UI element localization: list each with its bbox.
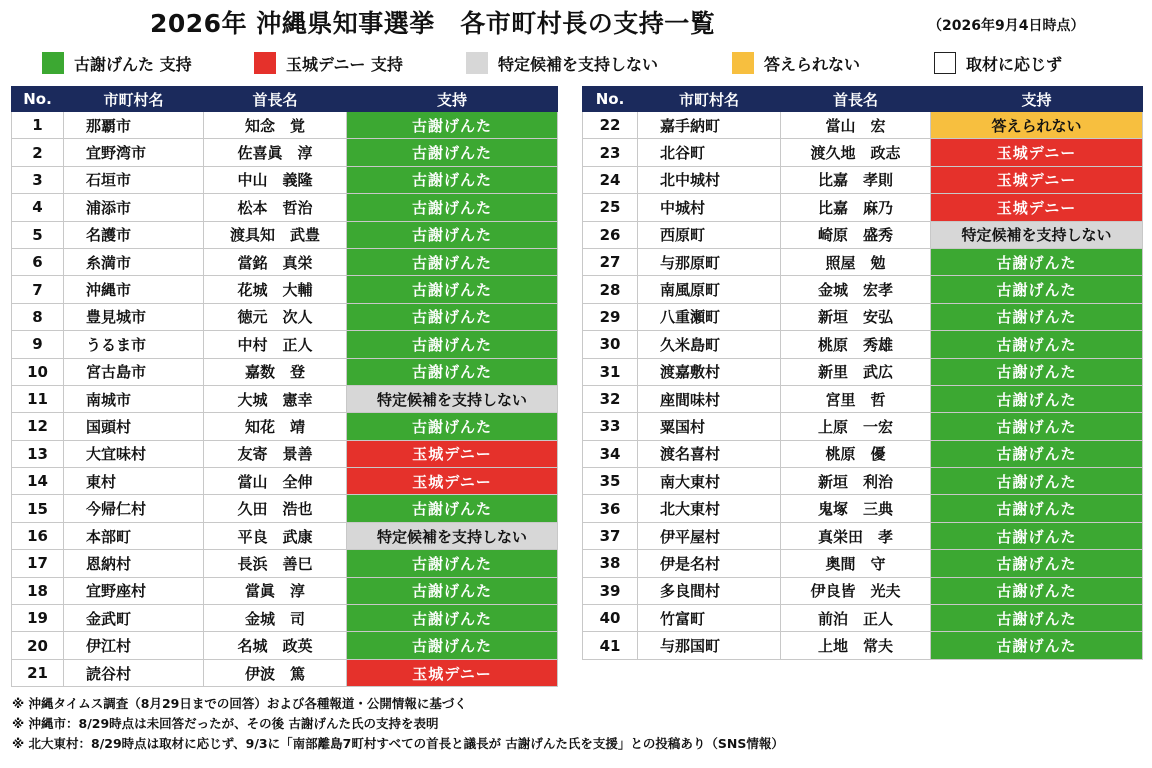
table-row bbox=[12, 194, 558, 221]
table-row bbox=[583, 303, 1143, 330]
support-cell: 古謝げんた bbox=[347, 194, 558, 221]
row-number: 19 bbox=[12, 605, 64, 632]
mayor-name: 新里 武広 bbox=[781, 358, 931, 385]
municipality-name: 北谷町 bbox=[638, 139, 781, 166]
row-number: 15 bbox=[12, 495, 64, 522]
mayor-name: 新垣 安弘 bbox=[781, 303, 931, 330]
row-number: 37 bbox=[583, 522, 638, 549]
legend-label: 取材に応じず bbox=[966, 54, 1063, 74]
support-cell: 古謝げんた bbox=[347, 632, 558, 659]
support-cell: 古謝げんた bbox=[931, 605, 1143, 632]
col-header-municipality: 市町村名 bbox=[638, 87, 781, 112]
table-row bbox=[12, 358, 558, 385]
table-row bbox=[583, 166, 1143, 193]
row-number: 24 bbox=[583, 166, 638, 193]
support-cell: 古謝げんた bbox=[347, 112, 558, 139]
table-row bbox=[583, 358, 1143, 385]
table-row bbox=[583, 248, 1143, 275]
right-support-table bbox=[582, 86, 1143, 660]
support-cell: 古謝げんた bbox=[931, 303, 1143, 330]
table-row bbox=[12, 139, 558, 166]
municipality-name: 読谷村 bbox=[64, 659, 204, 686]
municipality-name: 伊是名村 bbox=[638, 550, 781, 577]
table-row bbox=[583, 413, 1143, 440]
support-cell: 玉城デニー bbox=[931, 166, 1143, 193]
row-number: 41 bbox=[583, 632, 638, 659]
row-number: 40 bbox=[583, 605, 638, 632]
row-number: 17 bbox=[12, 550, 64, 577]
page-title: 2026年 沖縄県知事選挙 各市町村長の支持一覧 bbox=[150, 9, 716, 38]
col-header-support: 支持 bbox=[931, 87, 1143, 112]
footnote: ※ 沖縄市：8/29時点は未回答だったが、その後 古謝げんた氏の支持を表明 bbox=[12, 716, 439, 731]
row-number: 13 bbox=[12, 440, 64, 467]
row-number: 23 bbox=[583, 139, 638, 166]
table-row bbox=[583, 522, 1143, 549]
row-number: 29 bbox=[583, 303, 638, 330]
mayor-name: 金城 司 bbox=[204, 605, 347, 632]
legend-label: 特定候補を支持しない bbox=[498, 54, 659, 74]
row-number: 8 bbox=[12, 303, 64, 330]
table-row bbox=[12, 221, 558, 248]
support-cell: 玉城デニー bbox=[931, 194, 1143, 221]
row-number: 32 bbox=[583, 385, 638, 412]
municipality-name: 那覇市 bbox=[64, 112, 204, 139]
support-cell: 古謝げんた bbox=[347, 577, 558, 604]
row-number: 5 bbox=[12, 221, 64, 248]
mayor-name: 上原 一宏 bbox=[781, 413, 931, 440]
mayor-name: 大城 憲幸 bbox=[204, 385, 347, 412]
row-number: 38 bbox=[583, 550, 638, 577]
title-row bbox=[0, 0, 1152, 44]
mayor-name: 宮里 哲 bbox=[781, 385, 931, 412]
mayor-name: 當山 宏 bbox=[781, 112, 931, 139]
mayor-name: 前泊 正人 bbox=[781, 605, 931, 632]
municipality-name: 渡名喜村 bbox=[638, 440, 781, 467]
support-cell: 古謝げんた bbox=[931, 495, 1143, 522]
mayor-name: 比嘉 麻乃 bbox=[781, 194, 931, 221]
support-cell: 玉城デニー bbox=[931, 139, 1143, 166]
as-of-date: （2026年9月4日時点） bbox=[928, 18, 1085, 34]
municipality-name: 宮古島市 bbox=[64, 358, 204, 385]
table-row bbox=[583, 194, 1143, 221]
legend bbox=[0, 50, 1152, 78]
support-cell: 古謝げんた bbox=[931, 550, 1143, 577]
mayor-name: 當眞 淳 bbox=[204, 577, 347, 604]
municipality-name: 名護市 bbox=[64, 221, 204, 248]
municipality-name: 東村 bbox=[64, 468, 204, 495]
row-number: 35 bbox=[583, 468, 638, 495]
row-number: 28 bbox=[583, 276, 638, 303]
mayor-name: 長浜 善巳 bbox=[204, 550, 347, 577]
table-row bbox=[12, 166, 558, 193]
legend-item-no-response bbox=[934, 50, 1062, 76]
support-cell: 古謝げんた bbox=[347, 358, 558, 385]
table-row bbox=[12, 248, 558, 275]
mayor-name: 久田 浩也 bbox=[204, 495, 347, 522]
row-number: 21 bbox=[12, 659, 64, 686]
municipality-name: 座間味村 bbox=[638, 385, 781, 412]
municipality-name: 西原町 bbox=[638, 221, 781, 248]
row-number: 3 bbox=[12, 166, 64, 193]
row-number: 16 bbox=[12, 522, 64, 549]
support-cell: 古謝げんた bbox=[347, 276, 558, 303]
mayor-name: 中村 正人 bbox=[204, 331, 347, 358]
municipality-name: 金武町 bbox=[64, 605, 204, 632]
table-row bbox=[12, 112, 558, 139]
table-row bbox=[12, 522, 558, 549]
support-cell: 古謝げんた bbox=[931, 440, 1143, 467]
row-number: 26 bbox=[583, 221, 638, 248]
table-row bbox=[583, 440, 1143, 467]
support-cell: 特定候補を支持しない bbox=[931, 221, 1143, 248]
mayor-name: 上地 常夫 bbox=[781, 632, 931, 659]
mayor-name: 佐喜眞 淳 bbox=[204, 139, 347, 166]
legend-label: 答えられない bbox=[764, 54, 861, 74]
row-number: 2 bbox=[12, 139, 64, 166]
table-row bbox=[583, 331, 1143, 358]
mayor-name: 知念 覚 bbox=[204, 112, 347, 139]
table-row bbox=[12, 659, 558, 686]
legend-item-cannot-answer bbox=[732, 50, 860, 76]
row-number: 34 bbox=[583, 440, 638, 467]
mayor-name: 伊良皆 光夫 bbox=[781, 577, 931, 604]
support-cell: 古謝げんた bbox=[931, 276, 1143, 303]
municipality-name: 今帰仁村 bbox=[64, 495, 204, 522]
support-cell: 特定候補を支持しない bbox=[347, 385, 558, 412]
table-row bbox=[583, 276, 1143, 303]
support-cell: 古謝げんた bbox=[931, 358, 1143, 385]
municipality-name: 久米島町 bbox=[638, 331, 781, 358]
table-row bbox=[583, 550, 1143, 577]
table-row bbox=[583, 632, 1143, 659]
table-row bbox=[12, 577, 558, 604]
row-number: 1 bbox=[12, 112, 64, 139]
municipality-name: 本部町 bbox=[64, 522, 204, 549]
mayor-name: 當山 全伸 bbox=[204, 468, 347, 495]
table-row bbox=[12, 468, 558, 495]
mayor-name: 渡久地 政志 bbox=[781, 139, 931, 166]
row-number: 12 bbox=[12, 413, 64, 440]
municipality-name: 与那国町 bbox=[638, 632, 781, 659]
mayor-name: 嘉数 登 bbox=[204, 358, 347, 385]
legend-item-tamaki bbox=[254, 50, 403, 76]
green-swatch-icon bbox=[42, 52, 64, 74]
table-row bbox=[12, 331, 558, 358]
mayor-name: 名城 政英 bbox=[204, 632, 347, 659]
support-cell: 古謝げんた bbox=[347, 221, 558, 248]
municipality-name: 宜野座村 bbox=[64, 577, 204, 604]
row-number: 7 bbox=[12, 276, 64, 303]
row-number: 14 bbox=[12, 468, 64, 495]
col-header-mayor: 首長名 bbox=[204, 87, 347, 112]
support-cell: 古謝げんた bbox=[931, 522, 1143, 549]
support-cell: 古謝げんた bbox=[931, 385, 1143, 412]
support-cell: 古謝げんた bbox=[931, 577, 1143, 604]
mayor-name: 鬼塚 三典 bbox=[781, 495, 931, 522]
footnote: ※ 北大東村：8/29時点は取材に応じず、9/3に「南部離島7町村すべての首長と議長が 古謝げんた氏を支援」との投稿あり（SNS情報） bbox=[12, 736, 784, 751]
table-header-row bbox=[583, 87, 1143, 112]
table-header-row bbox=[12, 87, 558, 112]
support-cell: 古謝げんた bbox=[347, 605, 558, 632]
mayor-name: 桃原 優 bbox=[781, 440, 931, 467]
mayor-name: 友寄 景善 bbox=[204, 440, 347, 467]
mayor-name: 平良 武康 bbox=[204, 522, 347, 549]
table-row bbox=[12, 605, 558, 632]
row-number: 25 bbox=[583, 194, 638, 221]
municipality-name: 糸満市 bbox=[64, 248, 204, 275]
white-swatch-icon bbox=[934, 52, 956, 74]
left-support-table bbox=[11, 86, 558, 687]
municipality-name: 南大東村 bbox=[638, 468, 781, 495]
table-row bbox=[583, 385, 1143, 412]
col-header-mayor: 首長名 bbox=[781, 87, 931, 112]
legend-item-no-support bbox=[466, 50, 658, 76]
row-number: 39 bbox=[583, 577, 638, 604]
mayor-name: 徳元 次人 bbox=[204, 303, 347, 330]
municipality-name: 南風原町 bbox=[638, 276, 781, 303]
mayor-name: 花城 大輔 bbox=[204, 276, 347, 303]
legend-label: 古謝げんた 支持 bbox=[74, 54, 192, 74]
table-row bbox=[583, 468, 1143, 495]
mayor-name: 真栄田 孝 bbox=[781, 522, 931, 549]
red-swatch-icon bbox=[254, 52, 276, 74]
col-header-support: 支持 bbox=[347, 87, 558, 112]
row-number: 6 bbox=[12, 248, 64, 275]
mayor-name: 金城 宏孝 bbox=[781, 276, 931, 303]
municipality-name: 沖縄市 bbox=[64, 276, 204, 303]
row-number: 36 bbox=[583, 495, 638, 522]
municipality-name: 南城市 bbox=[64, 385, 204, 412]
row-number: 18 bbox=[12, 577, 64, 604]
municipality-name: 伊江村 bbox=[64, 632, 204, 659]
table-row bbox=[12, 632, 558, 659]
row-number: 30 bbox=[583, 331, 638, 358]
municipality-name: 石垣市 bbox=[64, 166, 204, 193]
municipality-name: 大宜味村 bbox=[64, 440, 204, 467]
table-row bbox=[12, 303, 558, 330]
municipality-name: 浦添市 bbox=[64, 194, 204, 221]
table-row bbox=[583, 495, 1143, 522]
table-row bbox=[12, 440, 558, 467]
municipality-name: 豊見城市 bbox=[64, 303, 204, 330]
table-row bbox=[583, 577, 1143, 604]
mayor-name: 新垣 利治 bbox=[781, 468, 931, 495]
support-cell: 古謝げんた bbox=[347, 331, 558, 358]
mayor-name: 伊波 篤 bbox=[204, 659, 347, 686]
support-cell: 古謝げんた bbox=[931, 468, 1143, 495]
row-number: 33 bbox=[583, 413, 638, 440]
municipality-name: うるま市 bbox=[64, 331, 204, 358]
support-cell: 古謝げんた bbox=[347, 303, 558, 330]
municipality-name: 伊平屋村 bbox=[638, 522, 781, 549]
municipality-name: 宜野湾市 bbox=[64, 139, 204, 166]
municipality-name: 北中城村 bbox=[638, 166, 781, 193]
mayor-name: 奥間 守 bbox=[781, 550, 931, 577]
col-header-no: No. bbox=[583, 87, 638, 112]
mayor-name: 知花 靖 bbox=[204, 413, 347, 440]
table-row bbox=[583, 139, 1143, 166]
row-number: 9 bbox=[12, 331, 64, 358]
legend-label: 玉城デニー 支持 bbox=[286, 54, 403, 74]
municipality-name: 多良間村 bbox=[638, 577, 781, 604]
mayor-name: 崎原 盛秀 bbox=[781, 221, 931, 248]
mayor-name: 當銘 真栄 bbox=[204, 248, 347, 275]
support-cell: 古謝げんた bbox=[931, 413, 1143, 440]
table-row bbox=[12, 385, 558, 412]
support-cell: 古謝げんた bbox=[347, 166, 558, 193]
row-number: 4 bbox=[12, 194, 64, 221]
table-row bbox=[12, 550, 558, 577]
municipality-name: 恩納村 bbox=[64, 550, 204, 577]
row-number: 20 bbox=[12, 632, 64, 659]
row-number: 11 bbox=[12, 385, 64, 412]
row-number: 22 bbox=[583, 112, 638, 139]
support-cell: 古謝げんた bbox=[347, 248, 558, 275]
municipality-name: 与那原町 bbox=[638, 248, 781, 275]
support-cell: 古謝げんた bbox=[347, 495, 558, 522]
municipality-name: 中城村 bbox=[638, 194, 781, 221]
footnotes bbox=[12, 694, 1142, 754]
mayor-name: 渡具知 武豊 bbox=[204, 221, 347, 248]
col-header-no: No. bbox=[12, 87, 64, 112]
row-number: 10 bbox=[12, 358, 64, 385]
support-cell: 古謝げんた bbox=[347, 550, 558, 577]
municipality-name: 国頭村 bbox=[64, 413, 204, 440]
municipality-name: 粟国村 bbox=[638, 413, 781, 440]
support-cell: 古謝げんた bbox=[931, 331, 1143, 358]
municipality-name: 八重瀬町 bbox=[638, 303, 781, 330]
support-cell: 特定候補を支持しない bbox=[347, 522, 558, 549]
table-row bbox=[12, 413, 558, 440]
support-cell: 古謝げんた bbox=[931, 632, 1143, 659]
municipality-name: 竹富町 bbox=[638, 605, 781, 632]
mayor-name: 照屋 勉 bbox=[781, 248, 931, 275]
municipality-name: 北大東村 bbox=[638, 495, 781, 522]
support-cell: 玉城デニー bbox=[347, 440, 558, 467]
yellow-swatch-icon bbox=[732, 52, 754, 74]
mayor-name: 比嘉 孝則 bbox=[781, 166, 931, 193]
table-row bbox=[12, 276, 558, 303]
col-header-municipality: 市町村名 bbox=[64, 87, 204, 112]
row-number: 31 bbox=[583, 358, 638, 385]
mayor-name: 桃原 秀雄 bbox=[781, 331, 931, 358]
gray-swatch-icon bbox=[466, 52, 488, 74]
mayor-name: 中山 義隆 bbox=[204, 166, 347, 193]
row-number: 27 bbox=[583, 248, 638, 275]
table-row bbox=[12, 495, 558, 522]
footnote: ※ 沖縄タイムス調査（8月29日までの回答）および各種報道・公開情報に基づく bbox=[12, 696, 467, 711]
support-cell: 古謝げんた bbox=[347, 139, 558, 166]
table-row bbox=[583, 221, 1143, 248]
support-cell: 古謝げんた bbox=[931, 248, 1143, 275]
table-row bbox=[583, 605, 1143, 632]
mayor-name: 松本 哲治 bbox=[204, 194, 347, 221]
legend-item-koja bbox=[42, 50, 192, 76]
support-cell: 古謝げんた bbox=[347, 413, 558, 440]
municipality-name: 嘉手納町 bbox=[638, 112, 781, 139]
table-row bbox=[583, 112, 1143, 139]
municipality-name: 渡嘉敷村 bbox=[638, 358, 781, 385]
support-cell: 玉城デニー bbox=[347, 659, 558, 686]
support-cell: 玉城デニー bbox=[347, 468, 558, 495]
support-cell: 答えられない bbox=[931, 112, 1143, 139]
